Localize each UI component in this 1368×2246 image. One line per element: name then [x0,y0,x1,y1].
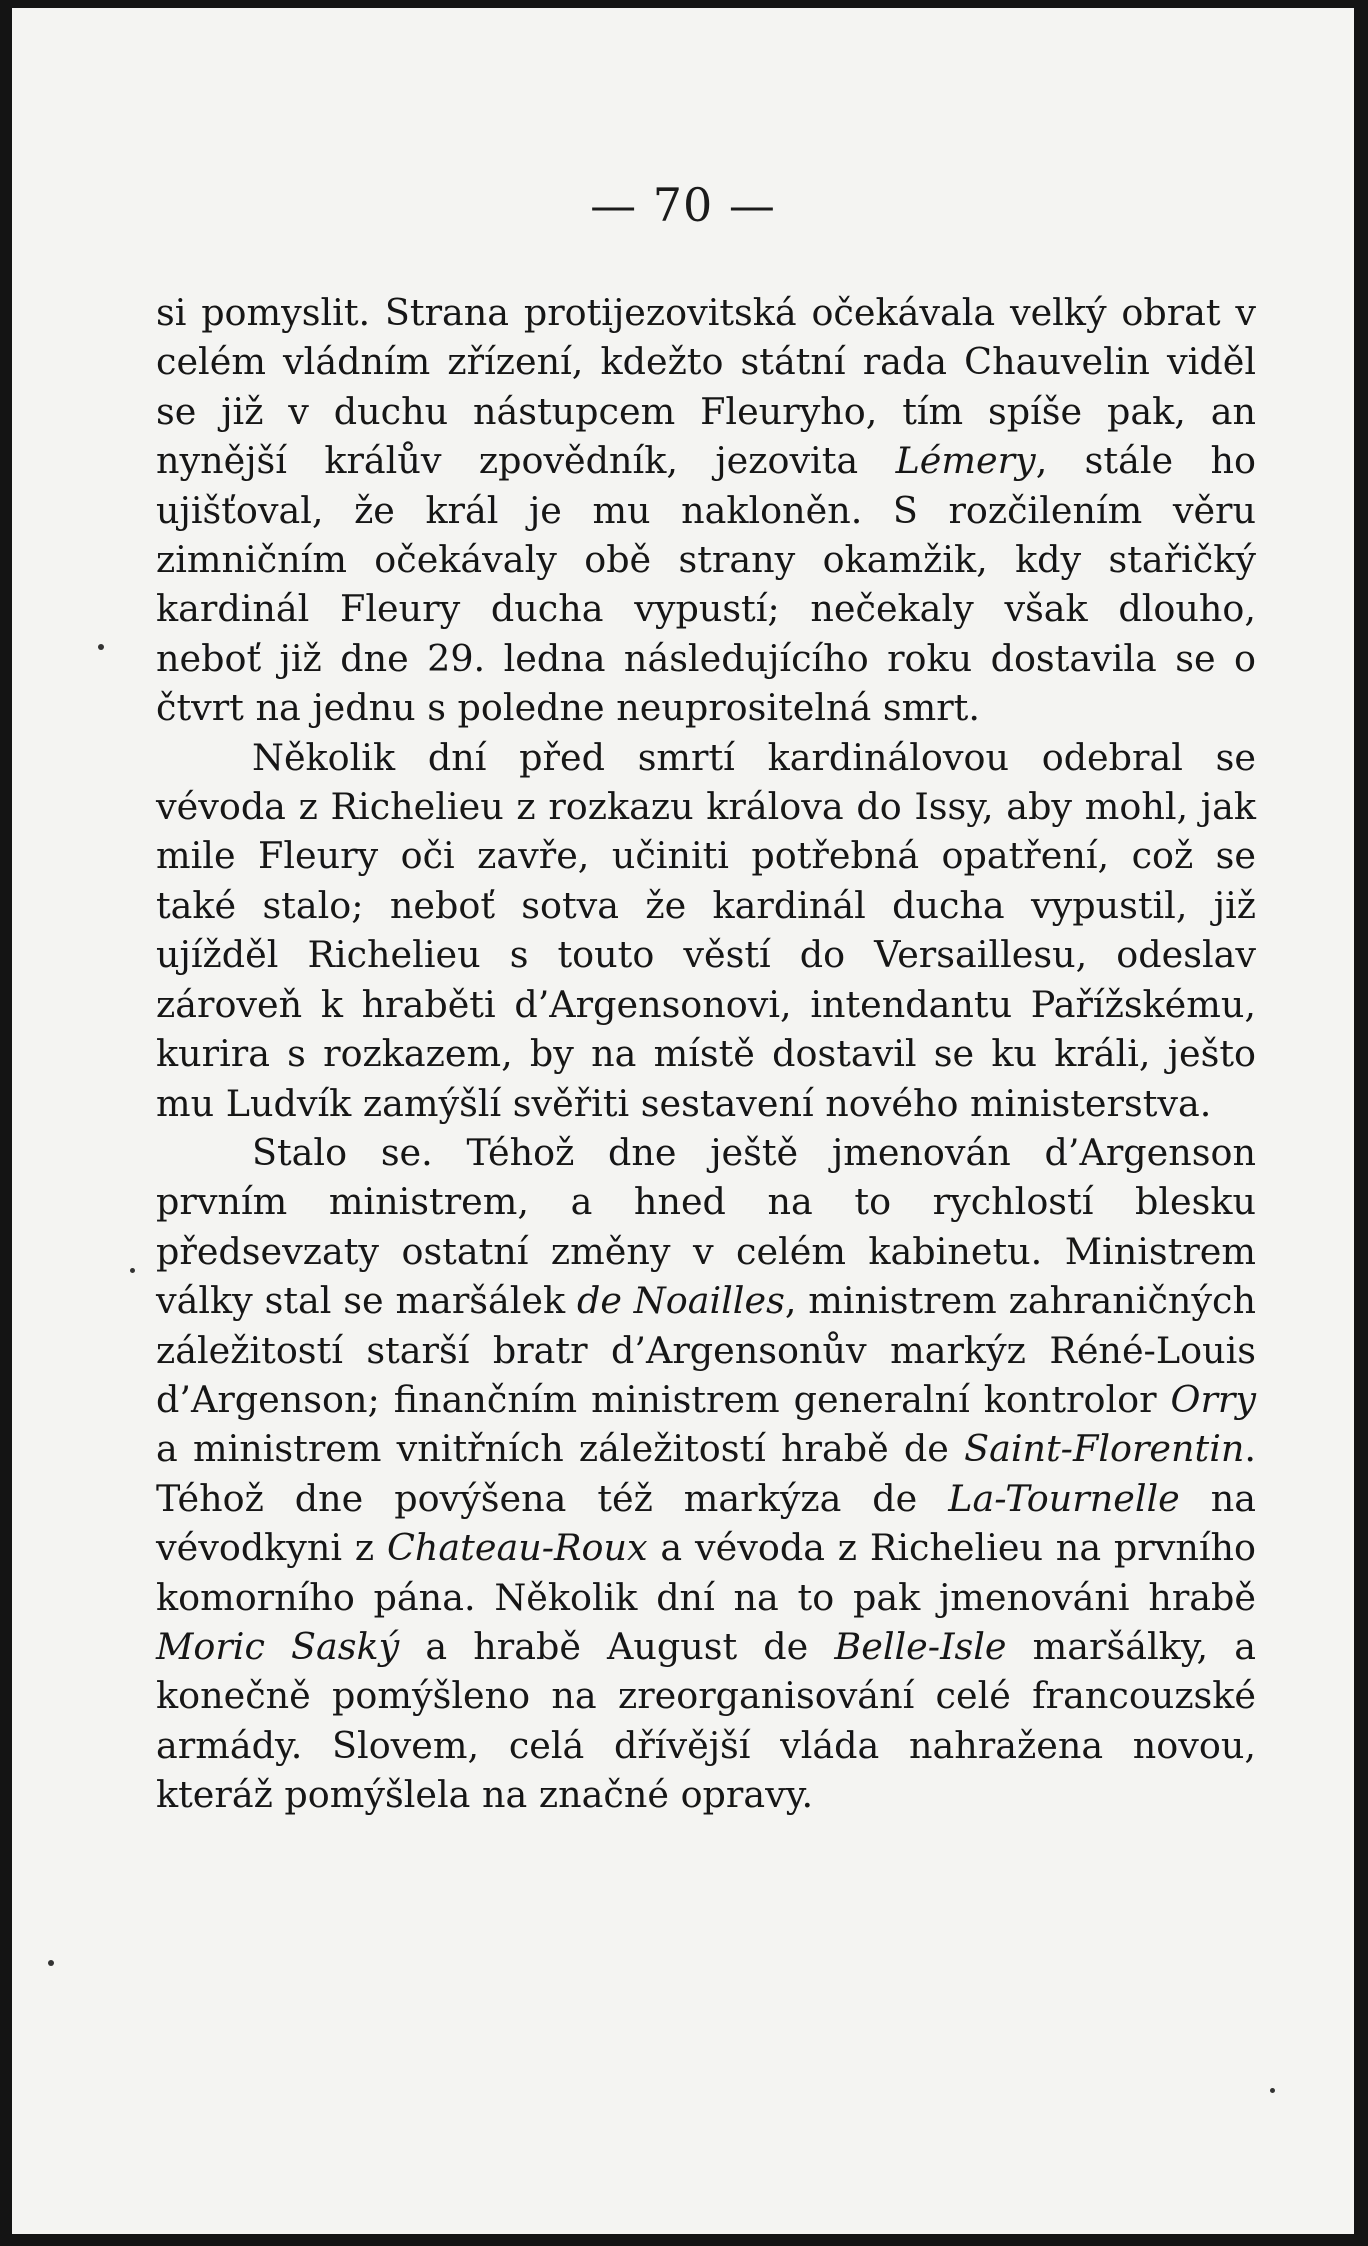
italic-name: La-Tournelle [948,1476,1180,1520]
text-run: , stále ho ujišťoval, že král je mu nakloněn. S rozčilením věru zimničním očekávaly obě strany okamžik, kdy stařičký kardinál Fleury ducha vypustí; nečekaly však dlouho, neboť již dne 29. ledna následujícího roku dostavila se o čtvrt na jednu s poledne neuprositelná smrt. [156,439,1256,730]
text-run: si pomyslit. Strana protijezovitská očekávala velký obrat v celém vládním zřízení, kdežto státní rada Chauvelin viděl se již v duchu nástupcem Fleuryho, tím spíše pak, an nynější králův zpovědník, jezovita [156,291,1256,483]
italic-name: Orry [1170,1377,1256,1421]
italic-name: Saint-Florentin [964,1427,1245,1471]
italic-name: de Noailles [576,1279,785,1323]
italic-name: Moric Saský [156,1624,400,1668]
book-page [12,8,1354,2234]
paragraph [156,288,1256,733]
margin-speck [1270,2088,1275,2093]
text-run: Několik dní před smrtí kardinálovou odebral se vévoda z Richelieu z rozkazu králova do Issy, aby mohl, jak mile Fleury oči zavře, učiniti potřebná opatření, což se také stalo; neboť sotva že kardinál ducha vypustil, již ujížděl Richelieu s touto věstí do Versaillesu, odeslav zároveň k hraběti d’Argensonovi, intendantu Pařížskému, kurira s rozkazem, by na místě dostavil se ku králi, ješto mu Ludvík zamýšlí svěřiti sestavení nového ministerstva. [156,735,1256,1125]
paragraph [156,733,1256,1128]
italic-name: Lémery [895,439,1036,483]
margin-speck [48,1960,54,1966]
text-run: Stalo se. Téhož dne ještě jmenován d’Argenson prvním ministrem, a hned na to rychlostí blesku předsevzaty ostatní změny v celém kabinetu. Ministrem války stal se maršálek [156,1130,1256,1323]
italic-name: Belle-Isle [834,1624,1007,1668]
text-run: maršálky, a konečně pomýšleno na zreorganisování celé francouzské armády. Slovem, celá dřívější vláda nahražena novou, kteráž pomýšlela na značné opravy. [156,1624,1256,1817]
margin-speck [130,1268,135,1273]
page-number: — 70 — [590,178,776,232]
text-run: a hrabě August de [399,1624,835,1668]
text-run: . Téhož dne povýšena též markýza de [156,1427,1256,1520]
text-run: a ministrem vnitřních záležitostí hrabě de [156,1427,965,1471]
text-run: na vévodkyni z [156,1476,1257,1570]
text-run: , ministrem zahraničných záležitostí starší bratr d’Argensonův markýz Réné-Louis d’Argenson; finančním ministrem generalní kontrolor [156,1279,1257,1421]
italic-name: Chateau-Roux [386,1526,648,1570]
body-text [156,288,1256,1820]
margin-speck [98,644,104,650]
text-run: a vévoda z Richelieu na prvního komorního pána. Několik dní na to pak jmenováni hrabě [156,1526,1256,1619]
paragraph [156,1128,1256,1820]
